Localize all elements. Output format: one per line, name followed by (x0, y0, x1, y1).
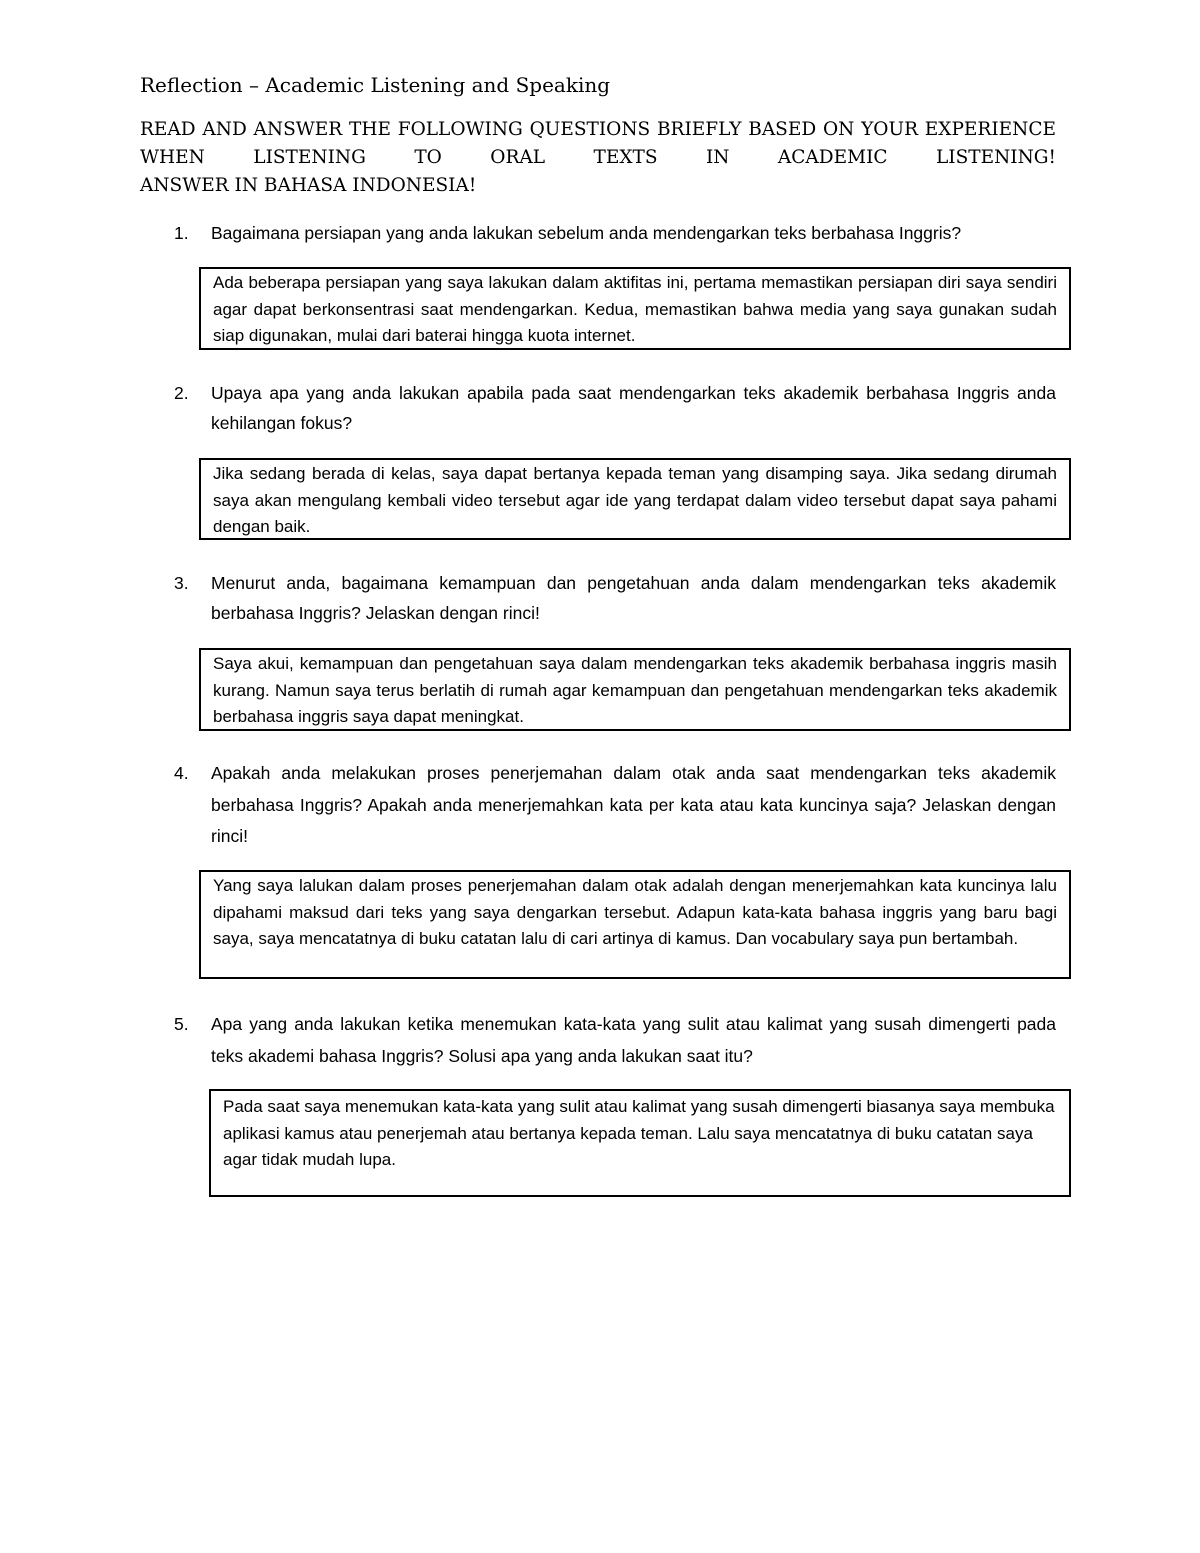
question-4 (174, 758, 1056, 853)
question-number: 5. (174, 1014, 189, 1034)
instruction-language-note: ANSWER IN BAHASA INDONESIA! (140, 175, 477, 196)
question-2 (174, 378, 1056, 438)
question-number: 1. (174, 223, 189, 243)
question-5 (174, 1008, 1056, 1072)
question-text: Apakah anda melakukan proses penerjemahan dalam otak anda saat mendengarkan teks akademik berbahasa Inggris? Apakah anda menerjemahkan kata per kata atau kata kuncinya saja? Jelaskan dengan rinci! (211, 763, 1056, 846)
page-title: Reflection – Academic Listening and Speaking (140, 73, 611, 97)
answer-box-2: Jika sedang berada di kelas, saya dapat bertanya kepada teman yang disamping saya. Jika sedang dirumah saya akan mengulang kembali video tersebut agar ide yang terdapat dalam video tersebut dapat saya pahami dengan baik. (199, 458, 1071, 540)
question-3 (174, 568, 1056, 628)
answer-box-3: Saya akui, kemampuan dan pengetahuan saya dalam mendengarkan teks akademik berbahasa inggris masih kurang. Namun saya terus berlatih di rumah agar kemampuan dan pengetahuan mendengarkan teks akademik berbahasa inggris saya dapat meningkat. (199, 648, 1071, 731)
answer-box-1: Ada beberapa persiapan yang saya lakukan dalam aktifitas ini, pertama memastikan persiapan diri saya sendiri agar dapat berkonsentrasi saat mendengarkan. Kedua, memastikan bahwa media yang saya gunakan sudah siap digunakan, mulai dari baterai hingga kuota internet. (199, 267, 1071, 350)
question-text: Menurut anda, bagaimana kemampuan dan pengetahuan anda dalam mendengarkan teks akademik berbahasa Inggris? Jelaskan dengan rinci! (211, 573, 1056, 623)
answer-box-5: Pada saat saya menemukan kata-kata yang sulit atau kalimat yang susah dimengerti biasanya saya membuka aplikasi kamus atau penerjemah atau bertanya kepada teman. Lalu saya mencatatnya di buku catatan saya agar tidak mudah lupa. (209, 1089, 1071, 1197)
question-number: 4. (174, 763, 189, 783)
question-number: 2. (174, 383, 189, 403)
question-text: Upaya apa yang anda lakukan apabila pada saat mendengarkan teks akademik berbahasa Inggris anda kehilangan fokus? (211, 383, 1056, 433)
question-text: Bagaimana persiapan yang anda lakukan sebelum anda mendengarkan teks berbahasa Inggris? (211, 223, 962, 243)
question-text: Apa yang anda lakukan ketika menemukan kata-kata yang sulit atau kalimat yang susah dimengerti pada teks akademi bahasa Inggris? Solusi apa yang anda lakukan saat itu? (211, 1014, 1056, 1066)
question-1 (174, 218, 1056, 248)
instructions (140, 116, 1056, 200)
question-number: 3. (174, 573, 189, 593)
instruction-text: READ AND ANSWER THE FOLLOWING QUESTIONS BRIEFLY BASED ON YOUR EXPERIENCE WHEN LISTENING TO ORAL TEXTS IN ACADEMIC LISTENING! (140, 119, 1056, 168)
answer-box-4: Yang saya lalukan dalam proses penerjemahan dalam otak adalah dengan menerjemahkan kata kuncinya lalu dipahami maksud dari teks yang saya dengarkan tersebut. Adapun kata-kata bahasa inggris yang baru bagi saya, saya mencatatnya di buku catatan lalu di cari artinya di kamus. Dan vocabulary saya pun bertambah. (199, 870, 1071, 979)
